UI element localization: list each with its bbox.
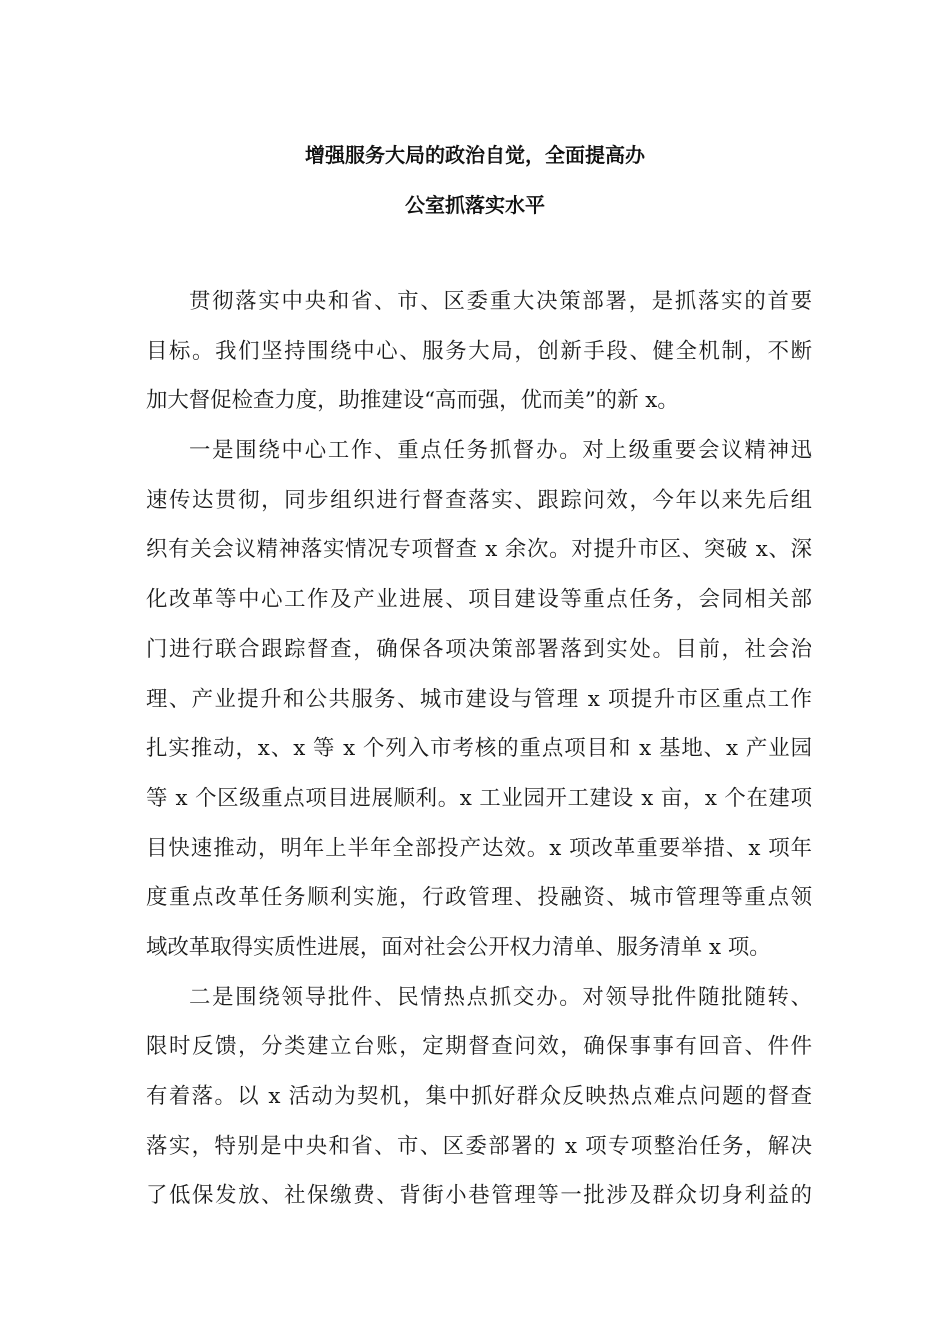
title-line-1: 增强服务大局的政治自觉，全面提高办	[305, 143, 645, 167]
body-line: 织有关会议精神落实情况专项督查 x 余次。对提升市区、突破 x、深	[146, 537, 812, 563]
body-line: 了低保发放、社保缴费、背街小巷管理等一批涉及群众切身利益的	[146, 1183, 812, 1209]
body-line: 扎实推动，x、x 等 x 个列入市考核的重点项目和 x 基地、x 产业园	[146, 736, 812, 762]
body-line: 等 x 个区级重点项目进展顺利。x 工业园开工建设 x 亩，x 个在建项	[146, 785, 812, 811]
body-line: 目快速推动，明年上半年全部投产达效。x 项改革重要举措、x 项年	[146, 835, 812, 861]
document-title	[0, 130, 950, 230]
body-line: 有着落。以 x 活动为契机，集中抓好群众反映热点难点问题的督查	[146, 1084, 812, 1109]
body-line: 度重点改革任务顺利实施，行政管理、投融资、城市管理等重点领	[146, 885, 812, 911]
body-line: 限时反馈，分类建立台账，定期督查问效，确保事事有回音、件件	[146, 1034, 812, 1060]
title-line-2: 公室抓落实水平	[405, 193, 545, 217]
body-line: 加大督促检查力度，助推建设“高而强，优而美”的新 x。	[146, 388, 679, 414]
body-line: 二是围绕领导批件、民情热点抓交办。对领导批件随批随转、	[189, 984, 812, 1010]
body-line: 落实，特别是中央和省、市、区委部署的 x 项专项整治任务，解决	[146, 1133, 812, 1159]
body-line: 速传达贯彻，同步组织进行督查落实、跟踪问效，今年以来先后组	[146, 487, 812, 513]
body-line: 域改革取得实质性进展，面对社会公开权力清单、服务清单 x 项。	[146, 934, 771, 960]
document-body	[146, 277, 812, 1221]
body-line: 门进行联合跟踪督查，确保各项决策部署落到实处。目前，社会治	[146, 636, 812, 662]
body-line: 化改革等中心工作及产业进展、项目建设等重点任务，会同相关部	[146, 587, 812, 613]
body-line: 一是围绕中心工作、重点任务抓督办。对上级重要会议精神迅	[189, 438, 812, 464]
body-line: 贯彻落实中央和省、市、区委重大决策部署，是抓落实的首要	[189, 289, 812, 314]
body-line: 目标。我们坚持围绕中心、服务大局，创新手段、健全机制，不断	[146, 338, 812, 364]
body-line: 理、产业提升和公共服务、城市建设与管理 x 项提升市区重点工作	[146, 686, 812, 712]
